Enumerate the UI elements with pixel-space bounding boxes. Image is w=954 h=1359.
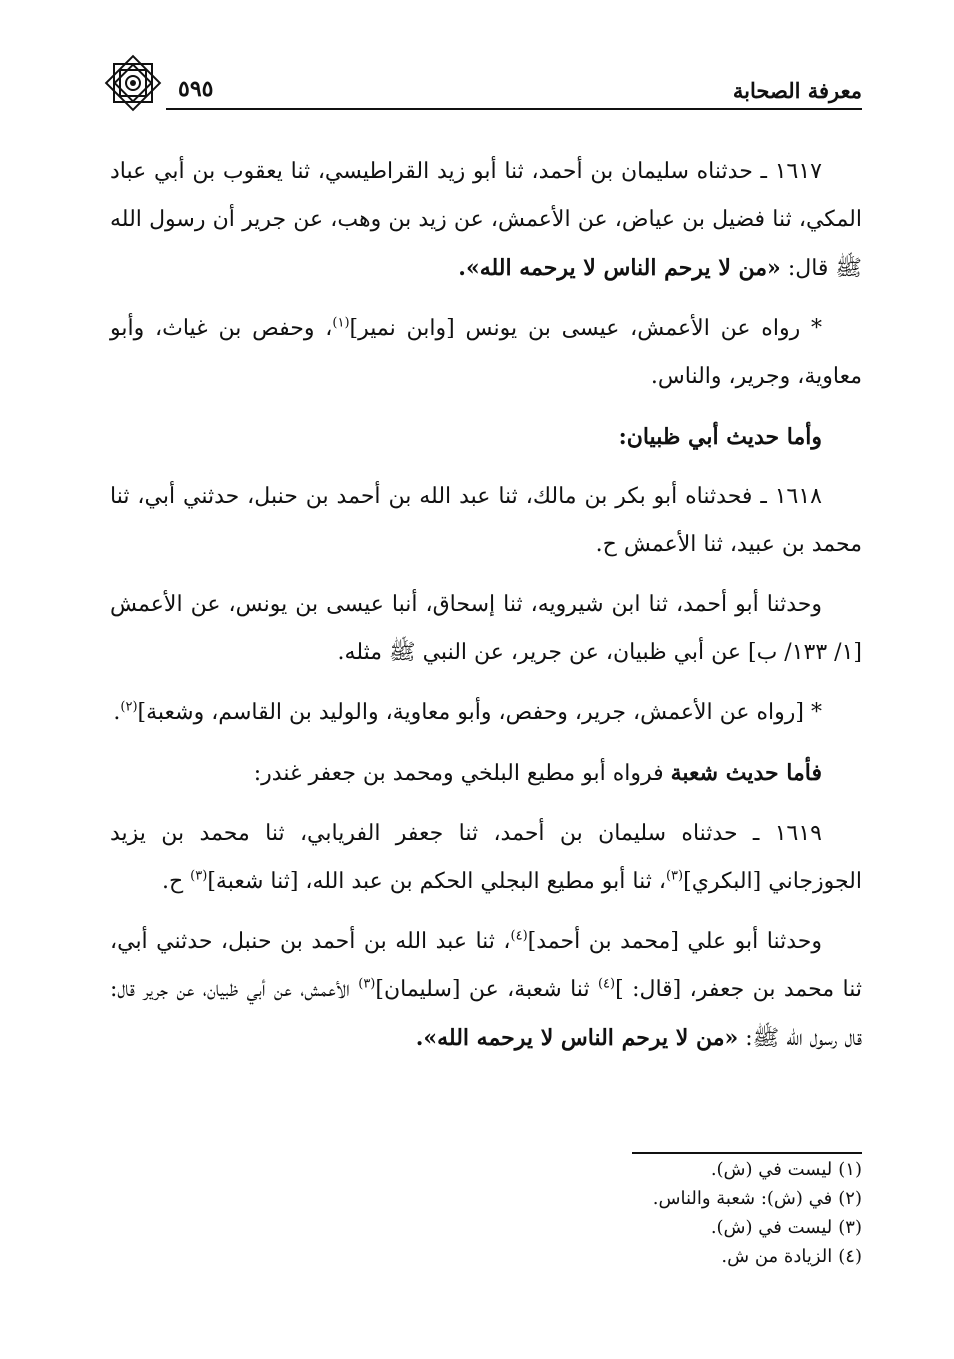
- hadith-1619-quote: «من لا يرحم الناس لا يرحمه الله».: [415, 1025, 739, 1051]
- narration-note-2-text-a: * [رواه عن الأعمش، جرير، وحفص، وأبو معاوية، والوليد بن القاسم، وشعبة]: [137, 700, 822, 725]
- footnote-number: (١): [838, 1159, 862, 1180]
- footnote-3: [602, 1213, 862, 1242]
- page-number: ٥٩٥: [178, 76, 214, 102]
- footnote-text: في (ش): شعبة والناس.: [652, 1188, 833, 1209]
- footnote-ref-2: (٢): [120, 699, 138, 715]
- main-text: [110, 148, 862, 1075]
- footnote-ref-3b: (٣): [190, 868, 208, 884]
- header-rule: [166, 108, 862, 110]
- footnote-2: [602, 1184, 862, 1213]
- hadith-1618: ١٦١٨ ـ فحدثناه أبو بكر بن مالك، ثنا عبد الله بن أحمد بن حنبل، حدثني أبي، ثنا محمد بن عبيد، ثنا الأعمش ح.: [110, 484, 862, 557]
- footnote-number: (٤): [838, 1246, 862, 1267]
- section-heading-shuba-rest: فرواه أبو مطيع البلخي ومحمد بن جعفر غندر:: [253, 761, 671, 786]
- octagram-ornament-icon: [100, 50, 166, 116]
- running-title: معرفة الصحابة: [732, 78, 862, 103]
- narration-note-2-text-b: .: [113, 700, 121, 725]
- chain-text-a: وحدثنا أبو علي [محمد بن أحمد]: [527, 929, 822, 954]
- footnote-ref-1: (١): [332, 315, 350, 331]
- footnote-ref-4a: (٤): [510, 928, 528, 944]
- narration-note-1: [110, 305, 862, 401]
- footnote-1: [602, 1155, 862, 1184]
- footnotes: [602, 1155, 862, 1271]
- chain-text-d: الأعمش، عن أبي ظبيان، عن جرير قال: قال رسول الله ﷺ:: [110, 977, 862, 1051]
- footnote-text: الزيادة من ش.: [721, 1246, 833, 1267]
- hadith-1619-text-b: ، ثنا أبو مطيع البجلي الحكم بن عبد الله، [ثنا شعبة]: [207, 869, 666, 894]
- footnote-number: (٣): [838, 1217, 862, 1238]
- footnote-4: [602, 1242, 862, 1271]
- hadith-1619-second-chain: [110, 918, 862, 1063]
- hadith-1618-second-chain: وحدثنا أبو أحمد، ثنا ابن شيرويه، ثنا إسحاق، أنبا عيسى بن يونس، عن الأعمش [١/ ١٣٣/ ب] عن أبي ظبيان، عن جرير، عن النبي ﷺ مثله.: [110, 592, 862, 665]
- footnote-number: (٢): [838, 1188, 862, 1209]
- page-header: [100, 70, 862, 110]
- footnote-text: ليست في (ش).: [710, 1217, 833, 1238]
- narration-note-1-text-a: * رواه عن الأعمش، عيسى بن يونس [وابن نمير]: [349, 316, 822, 341]
- hadith-1619: [110, 810, 862, 906]
- hadith-1619-text-a: ١٦١٩ ـ حدثناه سليمان بن أحمد، ثنا جعفر الفريابي، ثنا محمد بن يزيد الجوزجاني [البكري]: [110, 821, 862, 894]
- hadith-1617: [110, 148, 862, 293]
- section-heading-abi-zabyan: وأما حديث أبي ظبيان:: [618, 424, 822, 450]
- footnote-text: ليست في (ش).: [710, 1159, 833, 1180]
- hadith-1617-text: ١٦١٧ ـ حدثناه سليمان بن أحمد، ثنا أبو زيد القراطيسي، ثنا يعقوب بن أبي عباد المكي، ثنا فضيل بن عياض، عن الأعمش، عن زيد بن وهب، عن جرير أن رسول الله ﷺ قال:: [110, 159, 862, 281]
- hadith-1617-quote: «من لا يرحم الناس لا يرحمه الله».: [458, 255, 781, 281]
- narration-note-2: [110, 689, 862, 737]
- chain-text-b: ، ثنا عبد الله بن أحمد بن حنبل، حدثني أبي، ثنا محمد بن جعفر، [قال: ]: [110, 929, 862, 1002]
- footnote-ref-3a: (٣): [665, 868, 684, 884]
- section-heading-shuba: [110, 749, 862, 798]
- footnote-ref-3c: (٣): [358, 976, 376, 992]
- section-heading-shuba-bold: فأما حديث شعبة: [670, 760, 822, 786]
- footnote-ref-4b: (٤): [597, 976, 616, 992]
- chain-text-c: ثنا شعبة، عن [سليمان]: [375, 977, 598, 1002]
- footnote-rule: [632, 1152, 862, 1154]
- narration-note-1-text-b: ، وحفص بن غياث، وأبو معاوية، وجرير، والناس.: [110, 316, 862, 389]
- hadith-1619-text-c: ح.: [161, 869, 191, 894]
